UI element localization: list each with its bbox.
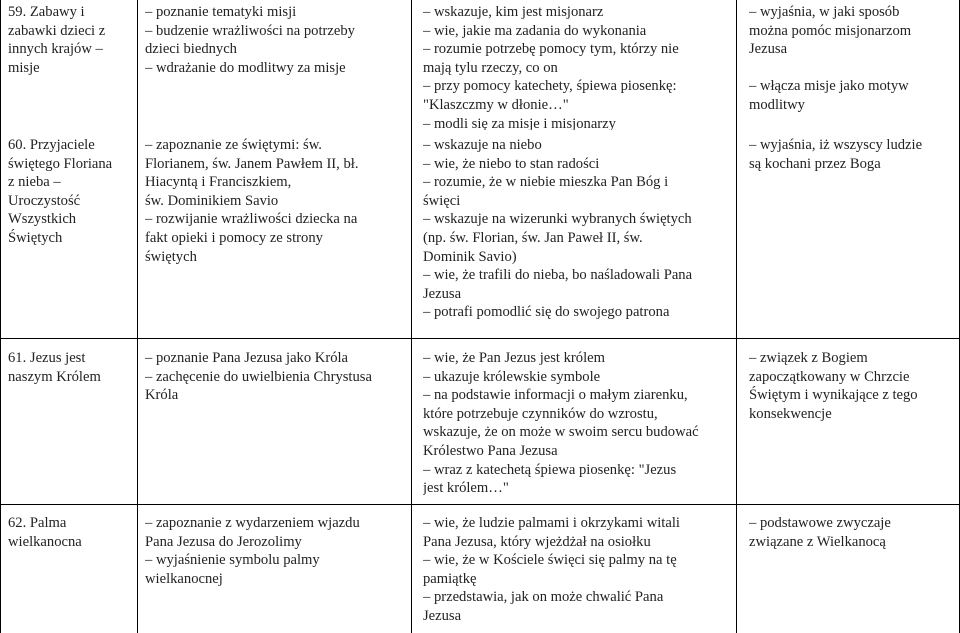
cell-line: świętych [145,248,197,265]
cell-line: – wyjaśnia, w jaki sposób [749,4,900,20]
cell-line: "Klaszczmy w dłonie…" [423,96,569,113]
cell-line: innych krajów – [8,41,103,58]
cell-line: – rozwijanie wrażliwości dziecka na [145,211,358,228]
topic-cell [8,349,134,409]
cell-line: – zachęcenie do uwielbienia Chrystusa [145,368,372,385]
context-cell [749,3,955,129]
cell-line: – wdrażanie do modlitwy za misje [145,59,346,76]
cell-line: – wie, że niebo to stan radości [423,155,600,172]
cell-line: – wyjaśnia, iż wszyscy ludzie [749,137,923,153]
cell-line: – włącza misje jako motyw [749,78,909,95]
cell-line: – wie, że Pan Jezus jest królem [423,350,605,366]
cell-line: Jezusa [423,607,462,624]
cell-line: modlitwy [749,96,805,113]
cell-line: – podstawowe zwyczaje [749,515,891,531]
cell-line: konsekwencje [749,405,832,422]
cell-line: mają tylu rzeczy, co on [423,59,558,76]
cell-line: Wszystkich [8,211,77,228]
cell-line: Pana Jezusa, który wjeżdżał na osiołku [423,533,651,550]
cell-line: Króla [145,387,179,404]
table-row [0,136,960,336]
context-cell [749,136,955,196]
cell-line: dzieci biednych [145,41,237,58]
cell-line: wielkanocna [8,533,82,550]
cell-line: – rozumie potrzebę pomocy tym, którzy nie [423,41,679,58]
cell-line: – wyjaśnienie symbolu palmy [145,552,320,569]
table-row [0,0,960,130]
table-row-divider [0,338,960,339]
cell-line: misje [8,59,40,76]
cell-line: Uroczystość [8,192,81,209]
cell-line: święci [423,192,461,209]
cell-line: które potrzebuje czynników do wzrostu, [423,405,658,422]
goals-cell [145,3,407,129]
topic-cell [8,136,134,266]
cell-line: – ukazuje królewskie symbole [423,368,601,385]
cell-line: – budzenie wrażliwości na potrzeby [145,22,355,39]
goals-cell [145,514,407,594]
cell-line: – wie, że w Kościele święci się palmy na tę [423,552,677,569]
cell-line: św. Dominikiem Savio [145,192,279,209]
cell-line: Jezusa [749,41,788,58]
context-cell [749,514,955,574]
topic-cell [8,514,134,574]
cell-line: – przedstawia, jak on może chwalić Pana [423,589,664,606]
cell-line [749,59,955,78]
table-row [0,514,960,632]
goals-cell [145,136,407,276]
table-row-divider [0,504,960,505]
cell-line: 61. Jezus jest [8,350,86,366]
cell-line: są kochani przez Boga [749,155,881,172]
cell-line: Świętych [8,229,63,246]
cell-line: – na podstawie informacji o małym ziarenku, [423,387,688,404]
table-row [0,349,960,501]
cell-line: wielkanocnej [145,570,223,587]
cell-line: Świętym i wynikające z tego [749,387,918,404]
cell-line: – poznanie tematyki misji [145,4,297,20]
cell-line: fakt opieki i pomocy ze strony [145,229,323,246]
cell-line: zapoczątkowany w Chrzcie [749,368,910,385]
cell-line: świętego Floriana [8,155,113,172]
cell-line: – zapoznanie z wydarzeniem wjazdu [145,515,360,531]
cell-line: Hiacyntą i Franciszkiem, [145,174,292,191]
cell-line: Pana Jezusa do Jerozolimy [145,533,302,550]
cell-line: wskazuje, że on może w swoim sercu budować [423,424,699,441]
cell-line: – przy pomocy katechety, śpiewa piosenkę: [423,78,677,95]
cell-line: – wskazuje, kim jest misjonarz [423,4,604,20]
cell-line: pamiątkę [423,570,477,587]
requirements-cell [423,514,733,632]
requirements-cell [423,349,733,501]
cell-line: – wie, jakie ma zadania do wykonania [423,22,647,39]
cell-line: – zapoznanie ze świętymi: św. [145,137,322,153]
cell-line: – rozumie, że w niebie mieszka Pan Bóg i [423,174,669,191]
cell-line: związane z Wielkanocą [749,533,886,550]
cell-line: 60. Przyjaciele [8,137,95,153]
cell-line: – związek z Bogiem [749,350,868,366]
requirements-cell [423,136,733,336]
cell-line: Dominik Savio) [423,248,517,265]
topic-cell [8,3,134,129]
cell-line: – wie, że ludzie palmami i okrzykami witali [423,515,680,531]
cell-line: Królestwo Pana Jezusa [423,442,558,459]
context-cell [749,349,955,429]
cell-line: Florianem, św. Janem Pawłem II, bł. [145,155,359,172]
cell-line: jest królem…" [423,480,509,497]
requirements-cell [423,3,733,130]
cell-line: Jezusa [423,285,462,302]
goals-cell [145,349,407,429]
cell-line: z nieba – [8,174,61,191]
cell-line: – wie, że trafili do nieba, bo naśladowali Pana [423,267,693,284]
cell-line: 62. Palma [8,515,67,531]
cell-line: naszym Królem [8,368,101,385]
cell-line: 59. Zabawy i [8,4,85,20]
cell-line: (np. św. Florian, św. Jan Paweł II, św. [423,229,643,246]
cell-line: – modli się za misje i misjonarzy [423,115,616,130]
cell-line: – poznanie Pana Jezusa jako Króla [145,350,349,366]
cell-line: – wskazuje na wizerunki wybranych świętych [423,211,692,228]
cell-line: – potrafi pomodlić się do swojego patrona [423,304,670,321]
cell-line: można pomóc misjonarzom [749,22,912,39]
cell-line: – wskazuje na niebo [423,137,542,153]
cell-line: zabawki dzieci z [8,22,106,39]
cell-line: – wraz z katechetą śpiewa piosenkę: "Jezus [423,461,677,478]
